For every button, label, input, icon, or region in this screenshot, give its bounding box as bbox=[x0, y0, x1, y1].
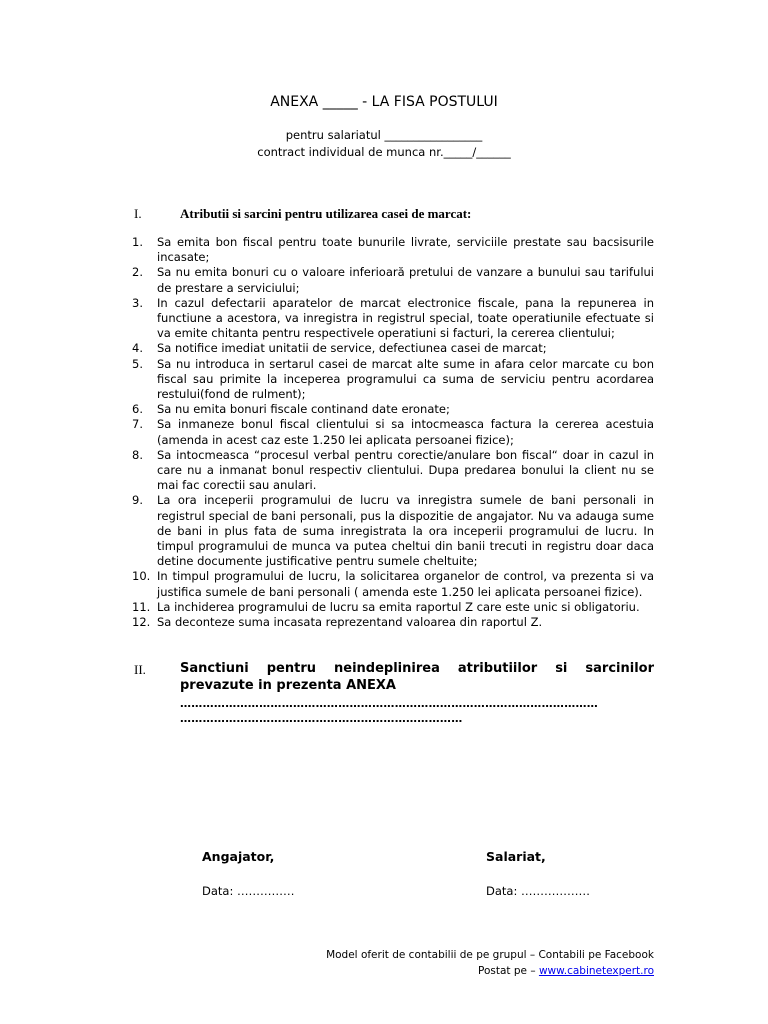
footer-website-link[interactable]: www.cabinetexpert.ro bbox=[538, 965, 654, 977]
document-title: ANEXA _____ - LA FISA POSTULUI bbox=[270, 94, 498, 110]
employer-signature-label: Angajator, bbox=[202, 849, 275, 864]
section-2-number: II. bbox=[134, 662, 146, 677]
employee-date: Data: ……………… bbox=[486, 884, 590, 898]
blank-line-2: ………………………………………………………………… bbox=[180, 712, 463, 725]
item-text: In cazul defectarii aparatelor de marcat electronice fiscale, pana la repunerea in functiune a acestora, va inregistra in registrul special, toate operatiunile efectuate si va emite chitanta pentru respectivele operatiuni si facturi, la cererea clientului; bbox=[157, 295, 654, 341]
item-text: Sa nu introduca in sertarul casei de marcat alte sume in afara celor marcate cu bon fiscal sau primite la inceperea programului ca suma de serviciu pentru acordarea restului(fond de rulment); bbox=[157, 356, 654, 402]
footer-line-2 bbox=[478, 965, 654, 977]
item-text: Sa emita bon fiscal pentru toate bunurile livrate, serviciile prestate sau bacsisurile incasate; bbox=[157, 235, 654, 265]
item-text: Sa inmaneze bonul fiscal clientului si sa intocmeasca factura la cererea acestuia (amenda in acest caz este 1.250 lei aplicata persoanei fizice); bbox=[157, 417, 654, 447]
list-item bbox=[132, 357, 654, 403]
item-number: 4. bbox=[132, 341, 143, 356]
item-number: 9. bbox=[132, 493, 143, 508]
list-item bbox=[132, 615, 654, 630]
list-item bbox=[132, 569, 654, 599]
list-item bbox=[132, 402, 654, 417]
contract-line: contract individual de munca nr._____/______ bbox=[257, 145, 511, 159]
item-text: Sa nu emita bonuri fiscale continand date eronate; bbox=[157, 402, 450, 417]
section-1-title: Atributii si sarcini pentru utilizarea casei de marcat: bbox=[180, 206, 472, 221]
item-text: Sa notifice imediat unitatii de service, defectiunea casei de marcat; bbox=[157, 341, 547, 356]
item-number: 1. bbox=[132, 235, 143, 249]
employer-date: Data: …………… bbox=[202, 884, 295, 898]
list-item bbox=[132, 417, 654, 447]
list-item bbox=[132, 265, 654, 295]
list-item bbox=[132, 235, 654, 265]
item-text: La inchiderea programului de lucru sa emita raportul Z care este unic si obligatoriu. bbox=[157, 599, 640, 614]
item-number: 6. bbox=[132, 402, 143, 417]
item-number: 7. bbox=[132, 417, 143, 432]
item-text: Sa nu emita bonuri cu o valoare inferioară pretului de vanzare a bunului sau tarifului de prestare a serviciului; bbox=[157, 265, 654, 295]
item-text: Sa intocmeasca “procesul verbal pentru corectie/anulare bon fiscal“ doar in cazul in care nu a inmanat bonul respectiv clientului. Dupa predarea bonului la client nu se mai fac corectii sau anulari. bbox=[157, 447, 654, 493]
item-number: 11. bbox=[132, 599, 151, 614]
item-number: 12. bbox=[132, 615, 151, 630]
section-2-title: Sanctiuni pentru neindeplinirea atributiilor si sarcinilor prevazute in prezenta ANEXA bbox=[180, 661, 654, 693]
item-number: 8. bbox=[132, 447, 143, 462]
list-item bbox=[132, 341, 654, 356]
list-item bbox=[132, 600, 654, 615]
section-1-number: I. bbox=[134, 206, 142, 221]
duties-list bbox=[132, 235, 654, 630]
list-item bbox=[132, 493, 654, 569]
item-number: 10. bbox=[132, 569, 151, 584]
employee-signature-label: Salariat, bbox=[486, 849, 546, 864]
list-item bbox=[132, 448, 654, 494]
item-text: La ora inceperii programului de lucru va inregistra sumele de bani personali in registrul special de bani personali, pus la dispozitie de angajator. Nu va adauga sume de bani in plus fata de suma inregistrata la ora inceperii programului de lucru. In timpul programului de munca va putea cheltui din banii trecuti in registru doar daca detine documente justificative pentru sumele cheltuite; bbox=[157, 493, 654, 569]
item-number: 2. bbox=[132, 265, 143, 280]
item-text: In timpul programului de lucru, la solicitarea organelor de control, va prezenta si va justifica sumele de bani personali ( amenda este 1.250 lei aplicata persoanei fizice). bbox=[157, 569, 654, 599]
employee-line: pentru salariatul _________________ bbox=[285, 128, 483, 142]
item-text: Sa deconteze suma incasata reprezentand valoarea din raportul Z. bbox=[157, 615, 543, 630]
blank-line-1: ………………………………………………………………………………………………… bbox=[180, 697, 599, 710]
list-item bbox=[132, 296, 654, 342]
footer-line-1: Model oferit de contabilii de pe grupul – Contabili pe Facebook bbox=[326, 949, 654, 961]
footer-posted-label: Postat pe – bbox=[478, 965, 539, 977]
item-number: 5. bbox=[132, 356, 143, 371]
item-number: 3. bbox=[132, 295, 143, 310]
